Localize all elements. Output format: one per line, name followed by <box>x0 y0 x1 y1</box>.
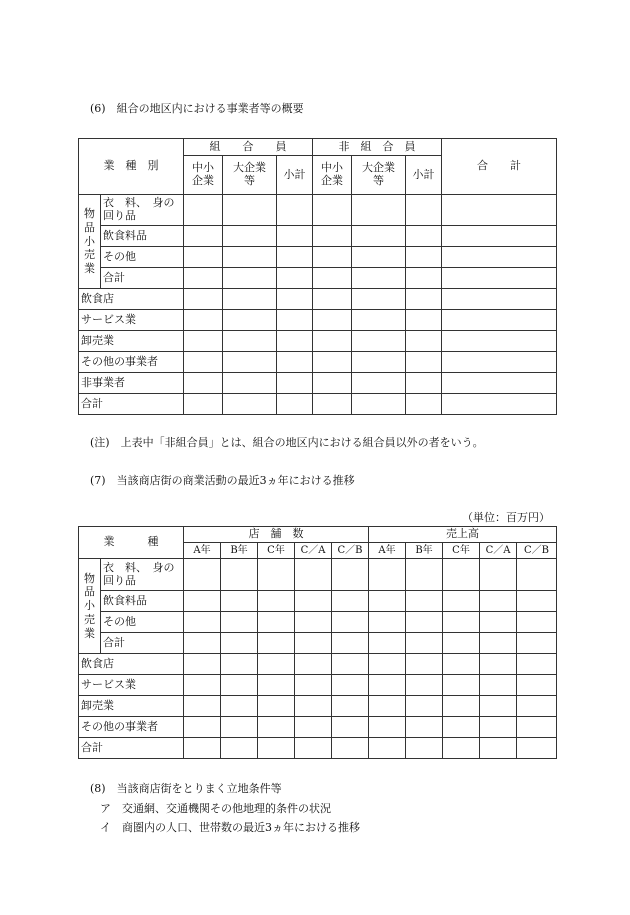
grand-total-header: 合 計 <box>442 139 557 195</box>
row-label: 飲食店 <box>79 289 184 310</box>
row-label: 衣 料、 身の回り品 <box>101 559 184 591</box>
row-label: サービス業 <box>79 675 184 696</box>
col-header: C年 <box>258 543 295 559</box>
row-label: サービス業 <box>79 310 184 331</box>
member-sme-header: 中小 企業 <box>184 156 223 195</box>
row-label: その他の事業者 <box>79 717 184 738</box>
unit-label: （単位：百万円） <box>462 511 550 524</box>
row-label: 卸売業 <box>79 331 184 352</box>
col-header: C／B <box>517 543 557 559</box>
section-7-title: (7) 当該商店街の商業活動の最近3ヵ年における推移 <box>90 474 355 487</box>
col-header: B年 <box>221 543 258 559</box>
col-header: B年 <box>406 543 443 559</box>
row-label: その他の事業者 <box>79 352 184 373</box>
nonmember-group-header: 非 組 合 員 <box>313 139 442 156</box>
row-label: 合計 <box>79 738 184 759</box>
col-header: A年 <box>184 543 221 559</box>
nonmember-large-header: 大企業 等 <box>352 156 406 195</box>
row-label: 飲食店 <box>79 654 184 675</box>
goods-retail-label: 物 品 小 売 業 <box>79 559 101 654</box>
store-count-header: 店 舗 数 <box>184 527 369 543</box>
section-8-item-a: ア 交通網、交通機関その他地理的条件の状況 <box>100 802 331 815</box>
row-label: 卸売業 <box>79 696 184 717</box>
row-label: 飲食料品 <box>101 591 184 612</box>
col-header: C／A <box>480 543 517 559</box>
row-label: 飲食料品 <box>101 226 184 247</box>
col-header: A年 <box>369 543 406 559</box>
business-type-header: 業 種 別 <box>79 139 184 195</box>
nonmember-subtotal-header: 小計 <box>406 156 442 195</box>
col-header: C年 <box>443 543 480 559</box>
row-label: 衣 料、 身の回り品 <box>101 195 184 226</box>
table-note: (注) 上表中「非組合員」とは、組合の地区内における組合員以外の者をいう。 <box>90 436 484 449</box>
section-6-title: (6) 組合の地区内における事業者等の概要 <box>90 102 304 115</box>
business-type-header: 業 種 <box>79 527 184 559</box>
member-large-header: 大企業 等 <box>223 156 277 195</box>
row-label: 非事業者 <box>79 373 184 394</box>
row-label: その他 <box>101 247 184 268</box>
member-group-header: 組 合 員 <box>184 139 313 156</box>
nonmember-sme-header: 中小 企業 <box>313 156 352 195</box>
sales-trend-table <box>78 526 557 759</box>
members-overview-table <box>78 138 557 415</box>
member-subtotal-header: 小計 <box>277 156 313 195</box>
section-8-item-b: イ 商圏内の人口、世帯数の最近3ヵ年における推移 <box>100 821 360 834</box>
row-label: 合計 <box>101 633 184 654</box>
goods-retail-label: 物 品 小 売 業 <box>79 195 101 289</box>
col-header: C／B <box>332 543 369 559</box>
section-8-title: (8) 当該商店街をとりまく立地条件等 <box>90 782 282 795</box>
col-header: C／A <box>295 543 332 559</box>
row-label: 合計 <box>79 394 184 415</box>
row-label: 合計 <box>101 268 184 289</box>
sales-header: 売上高 <box>369 527 557 543</box>
row-label: その他 <box>101 612 184 633</box>
